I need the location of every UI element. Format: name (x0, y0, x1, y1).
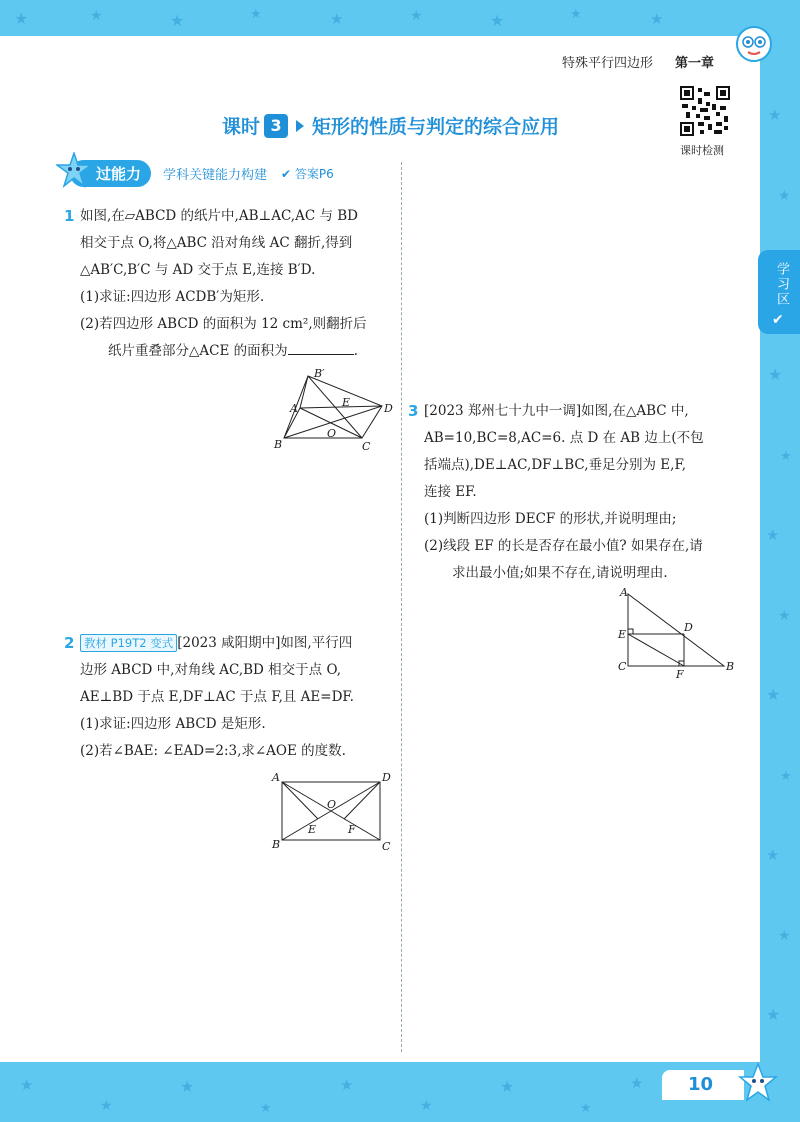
svg-text:★: ★ (580, 1101, 592, 1116)
q1-part-2b (80, 338, 400, 365)
q1-figure (272, 364, 398, 456)
svg-text:★: ★ (650, 10, 664, 28)
question-number: 3 (408, 402, 419, 420)
lesson-title (222, 112, 559, 139)
q2-line: AE⊥BD 于点 E,DF⊥AC 于点 F,且 AE=DF. (80, 689, 354, 705)
svg-text:★: ★ (778, 188, 791, 204)
svg-text:★: ★ (20, 1076, 34, 1094)
svg-text:★: ★ (14, 9, 29, 28)
q1-line: △AB′C,B′C 与 AD 交于点 E,连接 B′D. (80, 262, 316, 278)
lesson-number: 3 (264, 114, 288, 138)
label-O: O (327, 798, 337, 811)
svg-text:★: ★ (490, 11, 505, 30)
side-tab-study-area[interactable] (758, 250, 800, 334)
answer-page: 答案P6 (294, 167, 334, 181)
q3-line: [2023 郑州七十九中一调]如图,在△ABC 中, (424, 403, 689, 419)
mascot-icon (734, 24, 774, 64)
section-badge (70, 160, 151, 187)
answer-blank[interactable] (288, 340, 354, 355)
svg-text:★: ★ (180, 1077, 195, 1096)
label-F: F (348, 823, 356, 836)
label-C: C (618, 660, 627, 673)
qr-label: 课时检测 (680, 144, 724, 157)
q3-line: 连接 EF. (424, 484, 477, 500)
star-mascot-icon (738, 1062, 778, 1106)
svg-text:★: ★ (766, 685, 781, 704)
q3-part-2b: 求出最小值;如果不存在,请说明理由. (452, 565, 668, 581)
svg-text:★: ★ (420, 1098, 433, 1114)
label-E: E (342, 396, 351, 409)
source-tag: 教材 P19T2 变式 (80, 634, 177, 652)
lesson-heading: 矩形的性质与判定的综合应用 (312, 116, 560, 138)
lesson-prefix: 课时 (222, 116, 261, 138)
check-icon: ✔ (772, 312, 784, 328)
q1-part-2b-text: 纸片重叠部分△ACE 的面积为 (108, 343, 288, 359)
qr-code-icon[interactable] (680, 86, 730, 136)
q1-line: 如图,在▱ABCD 的纸片中,AB⊥AC,AC 与 BD (80, 208, 358, 224)
column-divider (401, 162, 402, 1052)
label-C: C (382, 840, 391, 853)
svg-text:★: ★ (410, 8, 423, 24)
q3-line: AB=10,BC=8,AC=6. 点 D 在 AB 边上(不包 (424, 430, 704, 446)
label-D: D (684, 621, 693, 634)
question-number: 2 (64, 634, 75, 652)
svg-text:★: ★ (250, 7, 262, 22)
section-badge-label: 过能力 (96, 165, 142, 183)
svg-text:★: ★ (778, 928, 791, 944)
question-2 (64, 630, 400, 765)
svg-text:★: ★ (340, 1076, 354, 1094)
label-A: A (272, 772, 280, 784)
label-O: O (327, 427, 337, 440)
svg-text:★: ★ (500, 1077, 515, 1096)
svg-text:★: ★ (766, 846, 780, 864)
label-E: E (308, 823, 317, 836)
svg-text:★: ★ (766, 1005, 781, 1024)
svg-text:★: ★ (768, 106, 782, 124)
svg-text:★: ★ (780, 769, 792, 784)
label-C: C (362, 440, 371, 453)
svg-text:★: ★ (778, 608, 791, 624)
label-B: B (726, 660, 735, 673)
section-header (70, 160, 334, 187)
q1-line: 相交于点 O,将△ABC 沿对角线 AC 翻折,得到 (80, 235, 353, 251)
running-header (562, 52, 714, 71)
question-1 (64, 203, 400, 365)
q3-part-1: (1)判断四边形 DECF 的形状,并说明理由; (424, 511, 677, 527)
answer-reference: ✔ 答案P6 (281, 167, 334, 181)
label-E: E (618, 628, 627, 641)
question-number: 1 (64, 207, 75, 225)
q2-first-line (80, 630, 400, 657)
svg-text:★: ★ (100, 1098, 113, 1114)
label-B: B (272, 838, 281, 851)
q2-part-2: (2)若∠BAE: ∠EAD=2:3,求∠AOE 的度数. (80, 743, 346, 759)
label-A: A (290, 402, 298, 415)
q1-part-2a: (2)若四边形 ABCD 的面积为 12 cm²,则翻折后 (80, 316, 367, 332)
q3-part-2a: (2)线段 EF 的长是否存在最小值? 如果存在,请 (424, 538, 703, 554)
svg-text:★: ★ (768, 365, 783, 384)
svg-text:★: ★ (260, 1101, 272, 1116)
q2-part-1: (1)求证:四边形 ABCD 是矩形. (80, 716, 266, 732)
svg-text:★: ★ (570, 7, 582, 22)
header-section: 特殊平行四边形 (562, 56, 654, 71)
svg-text:★: ★ (170, 11, 185, 30)
question-3 (408, 398, 750, 587)
svg-text:★: ★ (90, 8, 103, 24)
label-D: D (382, 772, 391, 784)
header-chapter: 第一章 (675, 56, 715, 71)
label-D: D (384, 402, 393, 415)
label-Bp: B′ (314, 367, 325, 380)
label-A: A (620, 586, 628, 599)
section-subtitle: 学科关键能力构建 (163, 168, 268, 183)
q2-line: 边形 ABCD 中,对角线 AC,BD 相交于点 O, (80, 662, 342, 678)
q3-figure (614, 586, 740, 678)
q2-figure (268, 772, 396, 854)
label-F: F (676, 668, 684, 678)
star-mascot-icon (56, 152, 92, 188)
svg-text:★: ★ (330, 10, 344, 28)
q1-part-1: (1)求证:四边形 ACDB′为矩形. (80, 289, 265, 305)
svg-text:★: ★ (780, 449, 792, 464)
page-number: 10 (688, 1074, 714, 1095)
q1-part-2-end: . (353, 343, 358, 359)
q3-line: 括端点),DE⊥AC,DF⊥BC,垂足分别为 E,F, (424, 457, 687, 473)
label-B: B (274, 438, 283, 451)
triangle-right-icon (296, 120, 304, 132)
q2-line: [2023 咸阳期中]如图,平行四 (177, 635, 353, 651)
svg-text:★: ★ (766, 526, 780, 544)
svg-text:★: ★ (630, 1074, 644, 1092)
side-tab-label: 学习区 (774, 262, 789, 307)
